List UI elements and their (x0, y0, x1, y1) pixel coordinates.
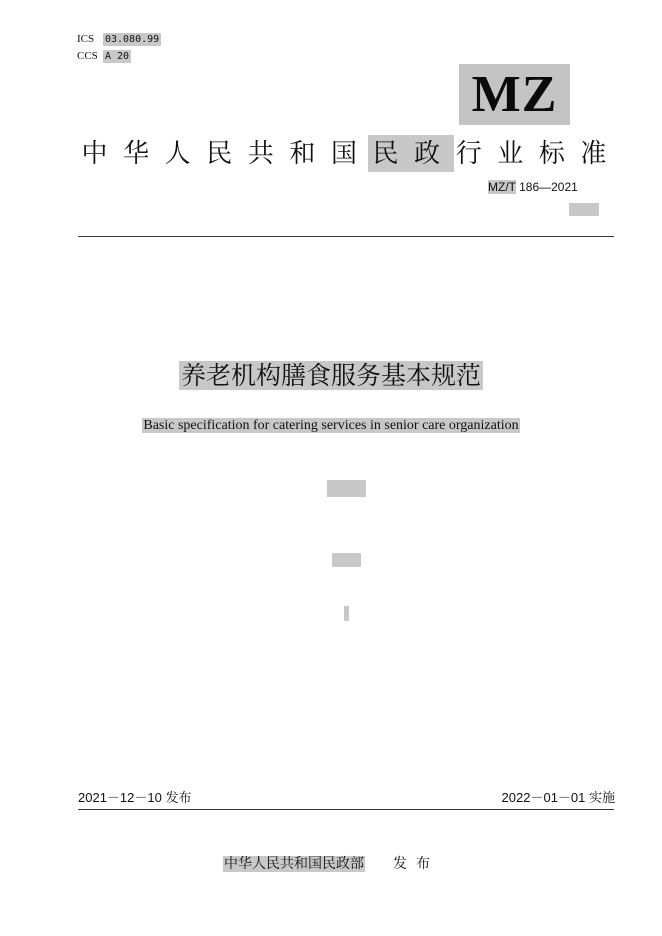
publisher-action: 发布 (393, 856, 439, 872)
placeholder-block-1 (327, 480, 366, 497)
category-char: 中 (81, 139, 108, 169)
category-char: 共 (247, 139, 274, 169)
standard-number-prefix: MZ/T (488, 180, 516, 194)
category-char: 华 (123, 139, 150, 169)
document-title-text: 养老机构膳食服务基本规范 (180, 361, 481, 390)
category-char: 民 (372, 139, 399, 169)
header-rule (78, 236, 614, 237)
ics-label: ICS (77, 33, 95, 45)
placeholder-block-2 (332, 553, 361, 567)
issue-date: 2021－12－10 发布 (78, 790, 192, 805)
category-char: 准 (580, 139, 607, 169)
footer-rule (78, 809, 614, 810)
publisher (0, 854, 662, 874)
publisher-organization: 中华人民共和国民政部 (224, 856, 364, 872)
standard-category-title (74, 136, 614, 172)
mz-logo (459, 64, 570, 125)
mz-logo-text: MZ (471, 65, 558, 123)
replaces-placeholder (569, 203, 599, 216)
category-char: 行 (455, 139, 482, 169)
category-char: 政 (414, 139, 441, 169)
standard-number (488, 180, 578, 195)
placeholder-block-3 (344, 606, 349, 621)
category-char: 和 (289, 139, 316, 169)
category-char: 人 (164, 139, 191, 169)
document-subtitle (0, 416, 662, 436)
category-char: 国 (330, 139, 357, 169)
ics-value: 03.080.99 (105, 34, 160, 45)
document-subtitle-text: Basic specification for catering services in senior care organization (143, 418, 519, 433)
ccs-label: CCS (77, 50, 98, 62)
standard-number-suffix: 186—2021 (515, 180, 578, 194)
category-char: 民 (206, 139, 233, 169)
document-title (0, 358, 662, 394)
ccs-value: A 20 (105, 51, 130, 62)
category-char: 标 (538, 139, 565, 169)
category-char: 业 (497, 139, 524, 169)
implement-date: 2022－01－01 实施 (501, 790, 615, 805)
